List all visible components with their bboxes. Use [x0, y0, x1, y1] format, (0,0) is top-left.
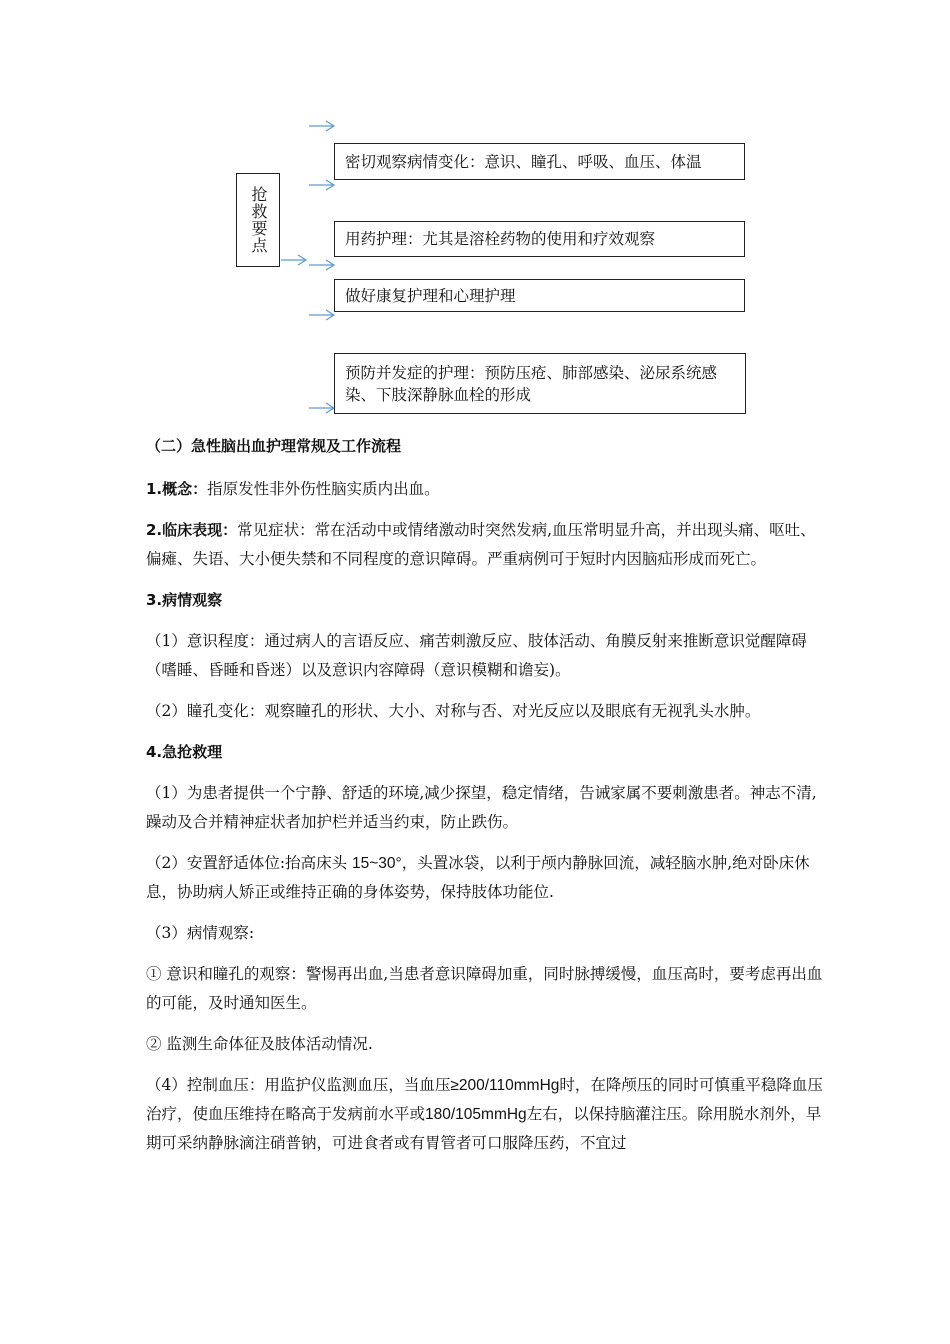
rescue-p6-text-c: 时，在降颅压的同时可慎重平稳降血压治疗，使血压维持在略高于发病前水平或	[146, 1076, 823, 1123]
flow-box-complications: 预防并发症的护理：预防压疮、肺部感染、泌尿系统感染、下肢深静脉血栓的形成	[334, 353, 746, 414]
rescue-p6-threshold: ≥200/110mmHg	[450, 1077, 560, 1094]
rescue-heading: 4.急抢救理	[146, 743, 223, 761]
arrow-icon	[309, 260, 334, 270]
rescue-paragraph-2	[146, 849, 826, 907]
clinical-text: 常见症状：常在活动中或情绪激动时突然发病,血压常明显升高，并出现头痛、呕吐、偏瘫、失语、大小便失禁和不同程度的意识障碍。严重病例可于短时内因脑疝形成而死亡。	[146, 521, 816, 568]
center-label: 抢救要点	[249, 186, 268, 254]
center-label-box	[236, 173, 280, 267]
concept-paragraph	[146, 475, 826, 504]
rescue-paragraph-1: （1）为患者提供一个宁静、舒适的环境,减少探望，稳定情绪，告诫家属不要刺激患者。神志不清,躁动及合并精神症状者加护栏并适当约束，防止跌伤。	[146, 784, 817, 831]
rescue-p2-angle: 15~30°	[352, 855, 402, 872]
rescue-p6-target: 180/105mmHg	[425, 1106, 527, 1123]
flow-diagram	[0, 0, 950, 430]
arrow-icon	[309, 180, 334, 190]
observation-paragraph-1: （1）意识程度：通过病人的言语反应、痛苦刺激反应、肢体活动、角膜反射来推断意识觉醒障碍（嗜睡、昏睡和昏迷）以及意识内容障碍（意识模糊和谵妄)。	[146, 632, 807, 679]
clinical-label: 2.临床表现：	[146, 521, 238, 539]
document-body	[146, 430, 826, 1158]
arrow-icon	[309, 121, 334, 131]
flow-box-medication: 用药护理：尤其是溶栓药物的使用和疗效观察	[334, 221, 745, 257]
observation-paragraph-2: （2）瞳孔变化：观察瞳孔的形状、大小、对称与否、对光反应以及眼底有无视乳头水肿。	[146, 702, 761, 720]
arrow-icon	[309, 310, 334, 320]
concept-label: 1.概念：	[146, 480, 208, 498]
rescue-paragraph-4: ① 意识和瞳孔的观察：警惕再出血,当患者意识障碍加重，同时脉搏缓慢，血压高时，要考虑再出血的可能，及时通知医生。	[146, 965, 823, 1012]
rescue-paragraph-6	[146, 1071, 826, 1158]
rescue-p6-text-e: 左右，以保持脑灌注压。除用脱水剂外，早期可采纳静脉滴注硝普钠，可进食者或有胃管者可口服降压药，不宜过	[146, 1105, 822, 1152]
concept-text: 指原发性非外伤性脑实质内出血。	[207, 480, 440, 498]
rescue-p2-text-a: （2）安置舒适体位:抬高床头	[146, 854, 353, 872]
flow-box-rehab: 做好康复护理和心理护理	[334, 279, 745, 312]
rescue-p6-text-a: （4）控制血压：用监护仪监测血压，当血压	[146, 1076, 451, 1094]
arrow-icon	[281, 255, 306, 265]
rescue-paragraph-5: ② 监测生命体征及肢体活动情况.	[146, 1035, 373, 1053]
rescue-paragraph-3: （3）病情观察:	[146, 924, 255, 942]
clinical-paragraph	[146, 516, 826, 574]
flow-box-observation: 密切观察病情变化：意识、瞳孔、呼吸、血压、体温	[334, 143, 745, 180]
rescue-p2-text-c: ，头置冰袋，以利于颅内静脉回流，减轻脑水肿,绝对卧床休息，协助病人矫正或维持正确的身体姿势，保持肢体功能位.	[146, 854, 810, 901]
arrow-icon	[309, 403, 334, 413]
section-title: （二）急性脑出血护理常规及工作流程	[146, 437, 402, 455]
observation-heading: 3.病情观察	[146, 591, 223, 609]
